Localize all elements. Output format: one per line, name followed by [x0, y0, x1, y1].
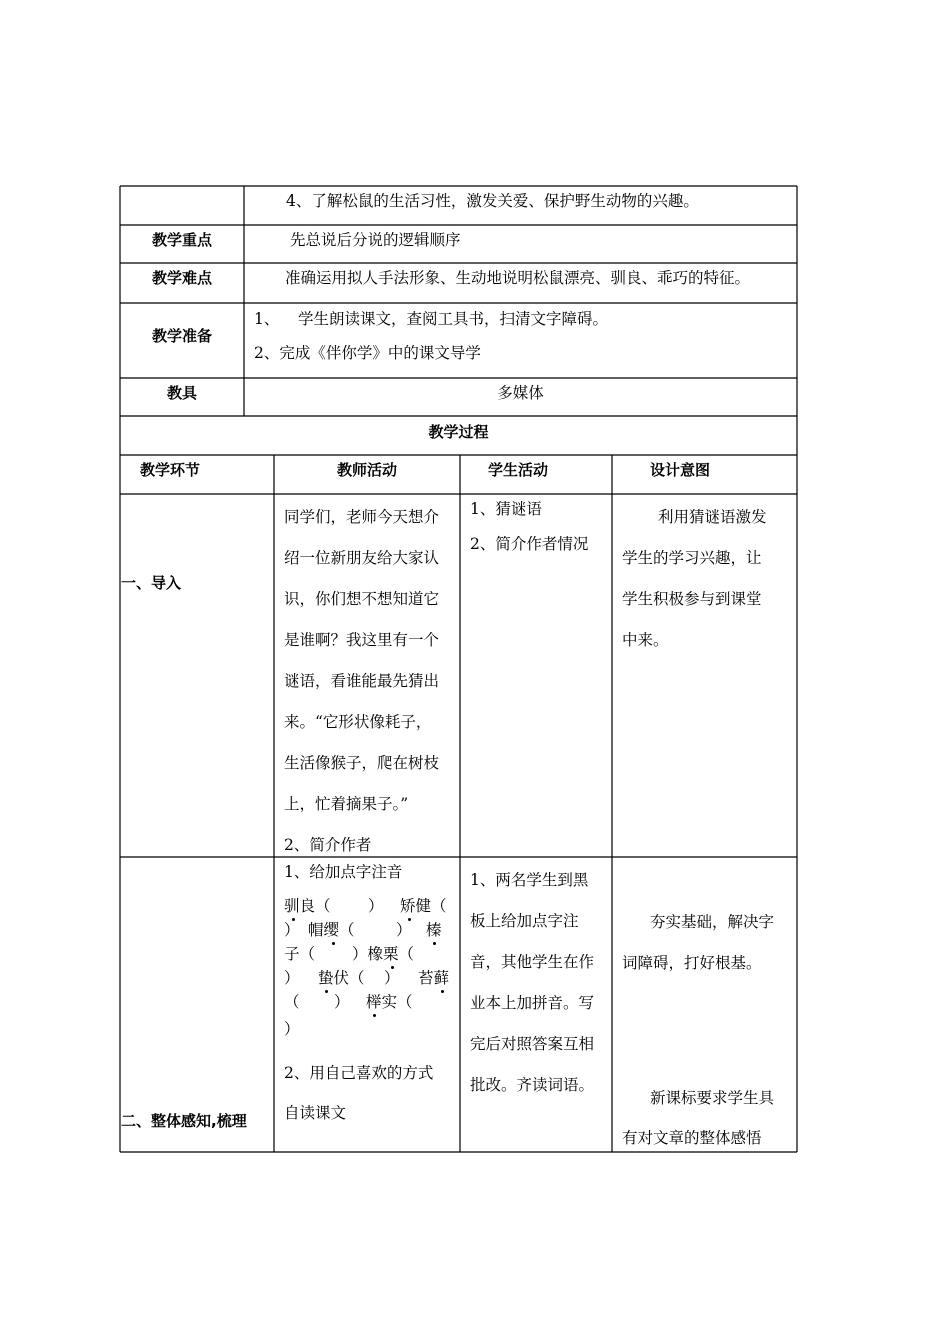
difficulty-value: 准确运用拟人手法形象、生动地说明松鼠漂亮、驯良、乖巧的特征。: [285, 269, 751, 287]
stage2-student-line: 完后对照答案互相: [470, 1035, 595, 1053]
stage2-student-line: 音，其他学生在作: [470, 953, 595, 971]
stage1-teacher-line: 是谁啊？我这里有一个: [284, 631, 440, 649]
stage1-design-line: 学生的学习兴趣，让: [622, 549, 762, 567]
word-zhefu: 蛰伏（: [318, 969, 365, 987]
stage2-design-line: 夯实基础，解决字: [650, 913, 775, 931]
stage1-teacher-line: 生活像猴子，爬在树枝: [284, 754, 440, 772]
stage1-design-line: 利用猜谜语激发: [658, 508, 767, 526]
word-zi: 子（: [284, 945, 316, 963]
stage2-design-line: 新课标要求学生具: [650, 1089, 775, 1107]
emphasis-dot: [384, 944, 400, 964]
header-design: 设计意图: [650, 461, 711, 479]
stage1-teacher-line: 2、简介作者: [284, 836, 372, 854]
word-jushi: 榉实（: [366, 993, 413, 1011]
stage1-student-line: 2、简介作者情况: [470, 535, 589, 553]
stage1-design-line: 中来。: [622, 631, 669, 649]
objective-4-text: 4、了解松鼠的生活习性，激发关爱、保护野生动物的兴趣。: [286, 192, 699, 210]
stage2-student-line: 板上给加点字注: [470, 912, 579, 930]
stage2-design-line: 有对文章的整体感悟: [622, 1129, 762, 1147]
word-xunliang: 驯良（: [284, 897, 331, 915]
word-taixian: 苔藓: [418, 969, 450, 987]
difficulty-label: 教学难点: [151, 269, 212, 287]
emphasis-dot: [434, 968, 450, 988]
stage1-design-intent: [622, 497, 767, 661]
stage1-student-line: 1、猜谜语: [470, 500, 542, 518]
stage1-teacher-activity: [284, 497, 439, 855]
bracket: ）: [334, 993, 350, 1011]
emphasis-dot: [401, 896, 417, 916]
bracket: ）: [284, 921, 300, 939]
stage2-name: 二、整体感知,梳理: [121, 1112, 247, 1130]
stage2-teacher-head: 1、给加点字注音: [284, 863, 403, 881]
stage2-student-line: 批改。齐读词语。: [470, 1076, 595, 1094]
stage2-student-line: 1、两名学生到黑: [470, 871, 589, 889]
focus-label: 教学重点: [151, 231, 212, 249]
tools-value: 多媒体: [497, 384, 544, 402]
word-zhen: 榛: [426, 921, 442, 939]
word-maoying: 帽缨（: [308, 921, 355, 939]
process-title: 教学过程: [428, 423, 489, 441]
stage1-teacher-line: 上，忙着摘果子。”: [284, 795, 409, 813]
bracket: ）: [284, 1020, 300, 1038]
word-jiaojian: 矫健（: [400, 897, 447, 915]
bracket: （: [284, 993, 300, 1011]
stage2-student-line: 业本上加拼音。写: [470, 994, 595, 1012]
header-stage: 教学环节: [140, 461, 201, 479]
prep-line2: 2、完成《伴你学》中的课文导学: [254, 344, 481, 362]
stage1-teacher-line: 识，你们想不想知道它: [284, 590, 440, 608]
bracket: ）: [368, 897, 384, 915]
stage2-student-activity: [470, 860, 594, 1106]
stage1-teacher-line: 同学们，老师今天想介: [284, 508, 440, 526]
tools-label: 教具: [166, 384, 197, 402]
header-teacher: 教师活动: [336, 461, 397, 479]
emphasis-dot: [285, 896, 301, 916]
stage1-teacher-line: 谜语，看谁能最先猜出: [284, 672, 440, 690]
bracket: ）: [284, 969, 300, 987]
prep-line1: 学生朗读课文，查阅工具书，扫清文字障碍。: [298, 310, 609, 328]
header-student: 学生活动: [488, 461, 549, 479]
stage1-name: 一、导入: [121, 574, 182, 592]
word-xiangli: ）橡栗（: [352, 945, 415, 963]
bracket: ）: [396, 921, 412, 939]
stage2-design-line: 词障碍，打好根基。: [622, 954, 762, 972]
emphasis-dot: [426, 920, 442, 940]
stage2-teacher-tail: 2、用自己喜欢的方式: [284, 1064, 434, 1082]
stage1-teacher-line: 来。“它形状像耗子，: [284, 713, 432, 731]
emphasis-dot: [366, 992, 382, 1012]
stage2-teacher-tail: 自读课文: [284, 1104, 347, 1122]
emphasis-dot: [325, 920, 341, 940]
focus-value: 先总说后分说的逻辑顺序: [290, 231, 461, 249]
stage1-teacher-line: 绍一位新朋友给大家认: [284, 549, 440, 567]
stage1-design-line: 学生积极参与到课堂: [622, 590, 762, 608]
bracket: ）: [384, 969, 400, 987]
prep-label: 教学准备: [151, 327, 212, 345]
prep-line1-number: 1、: [254, 310, 280, 328]
emphasis-dot: [318, 968, 334, 988]
